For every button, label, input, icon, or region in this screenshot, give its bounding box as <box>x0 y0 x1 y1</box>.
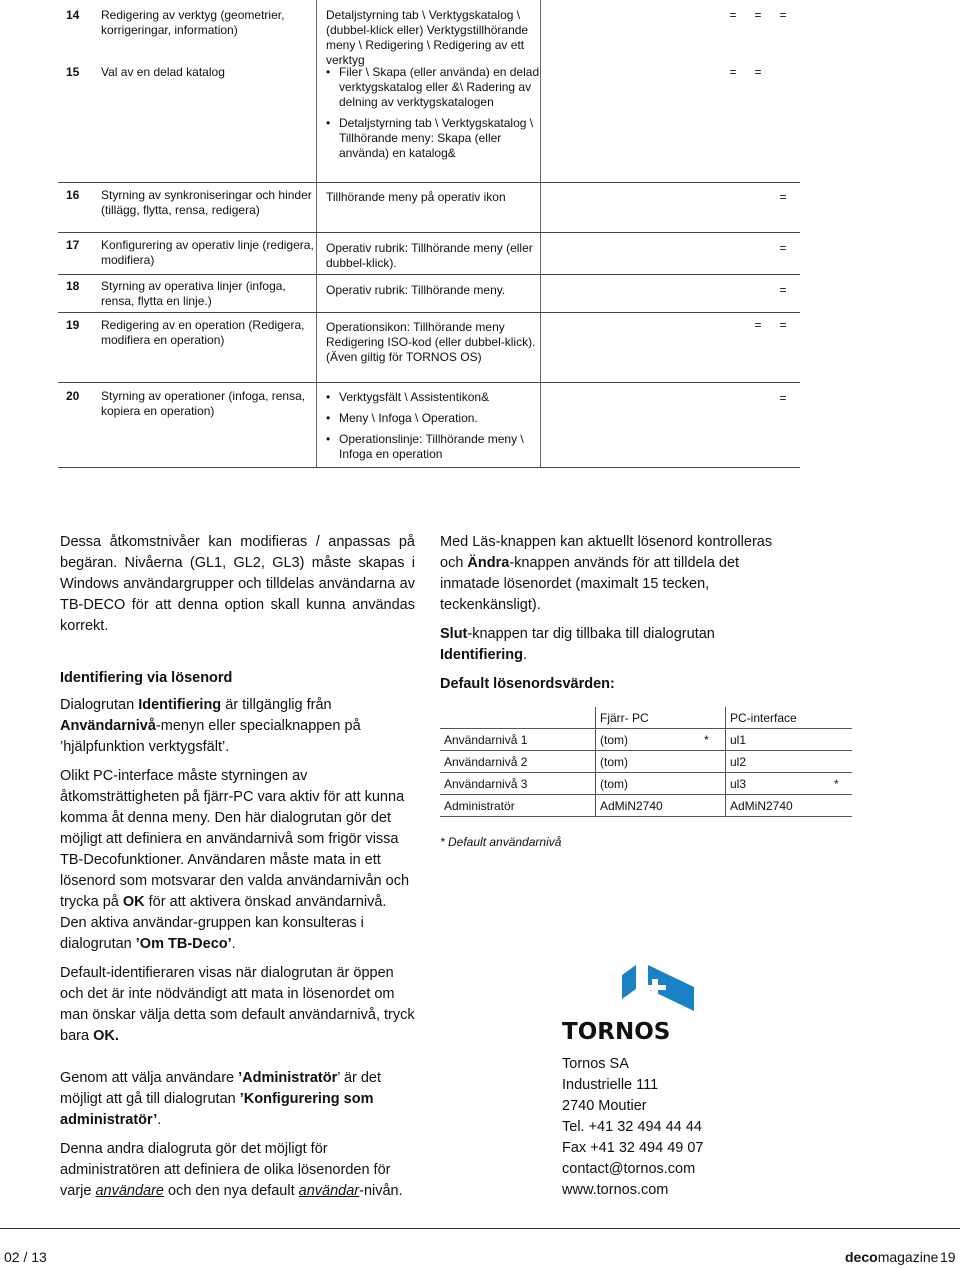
row-access: Operationsikon: Tillhörande meny Redigering ISO-kod (eller dubbel-klick). (Även giltig för TORNOS OS) <box>326 320 536 364</box>
intro-text: Dessa åtkomstnivåer kan modifieras / anpassas på begäran. Nivåerna (GL1, GL2, GL3) måste skapas i Windows användargrupper och tilldelas användarna av TB-DECO för att denna option skall kunna användas korrekt. <box>60 534 415 634</box>
tornos-logo <box>560 965 730 1045</box>
row-function: Redigering av en operation (Redigera, modifiera en operation) <box>101 318 305 347</box>
table-row: Fjärr- PC PC-interface <box>440 707 852 729</box>
page-number: 19 <box>940 1249 956 1265</box>
row-number: 18 <box>66 279 80 293</box>
password-section: Identifiering via lösenord Dialogrutan Identifiering är tillgänglig från Användarnivå-menyn eller specialknappen på ’hjälpfunktion verktygsfält’. Olikt PC-interface måste styrningen av åtkomsträttigheten på fjärr-PC vara aktiv för att kunna komma åt denna meny. Den här dialogrutan gör det möjligt att definiera en användarnivå som frigör vissa TB-Decofunktioner. Användaren måste mata in ett lösenord som motsvarar den valda användarnivån och trycka på OK för att aktivera önskad användarnivå. Den aktiva användar-gruppen kan konsulteras i dialogrutan ’Om TB-Deco’. Default-identifieraren visas när dialogrutan är öppen och det är inte nödvändigt att mata in lösenordet om man önskar välja detta som default användarnivå, tryck bara OK. <box>60 670 415 1044</box>
row-function: Styrning av operativa linjer (infoga, rensa, flytta en linje.) <box>101 279 286 308</box>
buttons-text: Med Läs-knappen kan aktuellt lösenord kontrolleras och Ändra-knappen används för att tilldela det inmatade lösenordet (maximalt 15 tecken, teckenkänsligt). Slut-knappen tar dig tillbaka till dialogrutan Identifiering. <box>440 534 773 663</box>
table-row: 20 Styrning av operationer (infoga, rensa, kopiera en operation) • Verktygsfält \ Assistentikon& • Meny \ Infoga \ Operation. • Operationslinje: Tillhörande meny \ Infoga en operation = <box>58 382 800 468</box>
access-table <box>0 0 960 470</box>
row-number: 19 <box>66 318 80 332</box>
row-access: Tillhörande meny på operativ ikon <box>326 190 506 204</box>
row-number: 20 <box>66 389 80 403</box>
row-function: Val av en delad katalog <box>101 65 225 79</box>
row-access: Operativ rubrik: Tillhörande meny (eller dubbel-klick). <box>326 241 533 270</box>
row-access: • Filer \ Skapa (eller använda) en delad verktygskatalog eller &\ Radering av delning av verktygskatalogen • Detaljstyrning tab \ Verktygskatalog \ Tillhörande meny: Skapa (eller använda) en katalog& <box>326 65 551 167</box>
table-footnote: * Default användarnivå <box>440 835 562 849</box>
company-address: Tornos SA Industrielle 111 2740 Moutier Tel. +41 32 494 44 44 Fax +41 32 494 49 07 contact@tornos.com www.tornos.com <box>562 1056 704 1198</box>
section-heading: Identifiering via lösenord <box>60 670 233 686</box>
row-access: • Verktygsfält \ Assistentikon& • Meny \ Infoga \ Operation. • Operationslinje: Tillhörande meny \ Infoga en operation <box>326 390 551 468</box>
table-row: 16 Styrning av synkroniseringar och hinder (tillägg, flytta, rensa, redigera) Tillhörande meny på operativ ikon = <box>58 182 800 233</box>
row-function: Redigering av verktyg (geometrier, korrigeringar, information) <box>101 8 285 37</box>
row-number: 15 <box>66 65 80 79</box>
table-row: Användarnivå 1 (tom) * ul1 <box>440 729 852 751</box>
row-function: Styrning av operationer (infoga, rensa, kopiera en operation) <box>101 389 306 418</box>
table-row: Användarnivå 2 (tom) ul2 <box>440 751 852 773</box>
row-access: Operativ rubrik: Tillhörande meny. <box>326 283 506 297</box>
row-access: Detaljstyrning tab \ Verktygskatalog \ (dubbel-klick eller) Verktygstillhörande meny \ Redigering \ Redigering av ett verktyg <box>326 8 529 67</box>
default-heading: Default lösenordsvärden: <box>440 676 615 692</box>
svg-text:TORNOS: TORNOS <box>562 1019 671 1045</box>
table-row: 19 Redigering av en operation (Redigera, modifiera en operation) Operationsikon: Tillhörande meny Redigering ISO-kod (eller dubbel-klick). (Även giltig för TORNOS OS) = = <box>58 312 800 383</box>
admin-section: Genom att välja användare ’Administratör’ är det möjligt att gå till dialogrutan ’Konfigurering som administratör’. Denna andra dialogruta gör det möjligt för administratören att definiera de olika lösenorden för varje användare och den nya default användar-nivån. <box>60 1070 403 1199</box>
footer-rule <box>0 1228 960 1229</box>
row-number: 17 <box>66 238 80 252</box>
row-number: 14 <box>66 8 80 22</box>
password-table <box>440 707 852 817</box>
row-number: 16 <box>66 188 80 202</box>
table-row: Användarnivå 3 (tom) ul3 * <box>440 773 852 795</box>
table-row: 15 Val av en delad katalog • Filer \ Skapa (eller använda) en delad verktygskatalog eller &\ Radering av delning av verktygskatalogen • Detaljstyrning tab \ Verktygskatalog \ Tillhörande meny: Skapa (eller använda) en katalog& = = <box>58 62 800 182</box>
table-row: Administratör AdMiN2740 AdMiN2740 <box>440 795 852 817</box>
page-range: 02 / 13 <box>4 1249 47 1265</box>
brand: decomagazine <box>845 1249 939 1265</box>
table-row: 17 Konfigurering av operativ linje (redigera, modifiera) Operativ rubrik: Tillhörande meny (eller dubbel-klick). = <box>58 232 800 275</box>
row-function: Styrning av synkroniseringar och hinder (tillägg, flytta, rensa, redigera) <box>101 188 312 217</box>
table-row: 14 Redigering av verktyg (geometrier, korrigeringar, information) Detaljstyrning tab \ Verktygskatalog \ (dubbel-klick eller) Verktygstillhörande meny \ Redigering \ Redigering av ett verktyg = = = <box>58 0 800 62</box>
table-row: 18 Styrning av operativa linjer (infoga, rensa, flytta en linje.) Operativ rubrik: Tillhörande meny. = <box>58 274 800 313</box>
row-function: Konfigurering av operativ linje (redigera, modifiera) <box>101 238 314 267</box>
